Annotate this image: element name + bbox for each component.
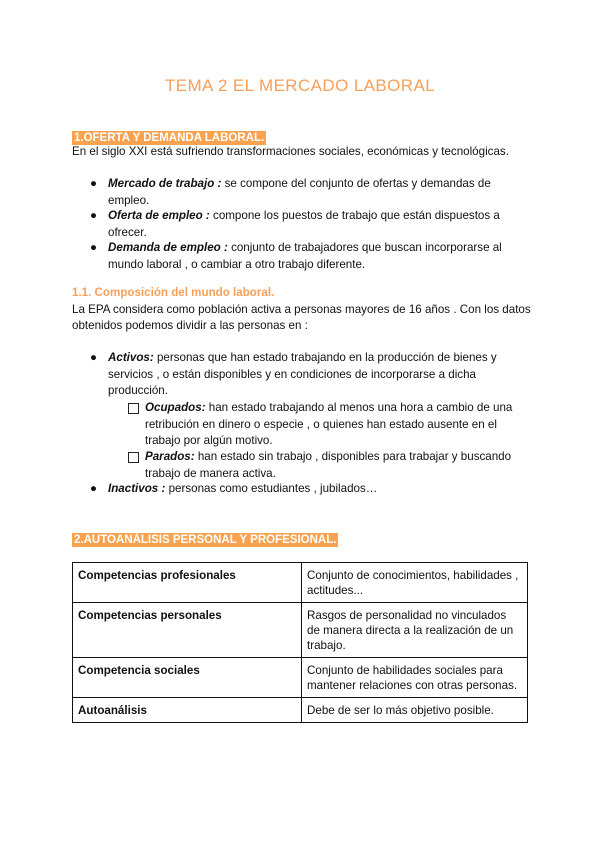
definition: se compone del conjunto de ofertas y demandas de empleo. (108, 177, 491, 207)
table-cell-desc: Rasgos de personalidad no vinculados de manera directa a la realización de un trabajo. (302, 603, 528, 658)
bullet-icon: ● (90, 241, 98, 254)
section-heading-text: 1.OFERTA Y DEMANDA LABORAL. (74, 132, 265, 144)
page-title: TEMA 2 EL MERCADO LABORAL (164, 76, 436, 95)
term: Ocupados: (145, 401, 206, 414)
sub-list-item (128, 449, 528, 482)
table-cell-label: Competencias personales (73, 603, 302, 658)
table-cell-label: Competencia sociales (73, 658, 302, 698)
subsection-heading: 1.1. Composición del mundo laboral. (72, 286, 275, 299)
definition: personas como estudiantes , jubilados… (165, 482, 378, 495)
list-item (90, 481, 530, 498)
list-item (90, 240, 530, 273)
section-heading-autoanalisis (72, 530, 338, 548)
table-cell-label: Competencias profesionales (73, 563, 302, 603)
section1-intro: En el siglo XXI está sufriendo transformaciones sociales, económicas y tecnológicas. (72, 145, 509, 158)
bullet-icon: ● (90, 177, 98, 190)
list-item (90, 176, 530, 209)
checkbox-square-icon (128, 403, 139, 414)
term: Mercado de trabajo : (108, 177, 222, 190)
term: Activos: (108, 351, 154, 364)
bullet-icon: ● (90, 209, 98, 222)
sub-list-item (128, 400, 528, 450)
term: Demanda de empleo : (108, 241, 228, 254)
term: Oferta de empleo : (108, 209, 210, 222)
table-cell-desc: Conjunto de conocimientos, habilidades , actitudes... (302, 563, 528, 603)
definition: compone los puestos de trabajo que están dispuestos a ofrecer. (108, 209, 500, 239)
definition: conjunto de trabajadores que buscan incorporarse al mundo laboral , o cambiar a otro trabajo diferente. (108, 241, 502, 271)
table-row (73, 603, 528, 658)
bullet-icon: ● (90, 482, 98, 495)
table-cell-desc: Debe de ser lo más objetivo posible. (302, 698, 528, 723)
table-row (73, 563, 528, 603)
table-cell-desc: Conjunto de habilidades sociales para mantener relaciones con otras personas. (302, 658, 528, 698)
definition: personas que han estado trabajando en la producción de bienes y servicios , o están disponibles y en condiciones de incorporarse a dicha producción. (108, 351, 497, 397)
definition: han estado trabajando al menos una hora a cambio de una retribución en dinero o especie , o quienes han estado ausente en el trabajo por algún motivo. (145, 401, 513, 447)
competencias-table (72, 562, 528, 723)
bullet-icon: ● (90, 351, 98, 364)
term: Inactivos : (108, 482, 166, 495)
definition: han estado sin trabajo , disponibles para trabajar y buscando trabajo de manera activa. (145, 450, 512, 480)
checkbox-square-icon (128, 452, 139, 463)
table-cell-label: Autoanálisis (73, 698, 302, 723)
list-item (90, 350, 530, 400)
list-item (90, 208, 530, 241)
section-heading-text: 2.AUTOANÁLISIS PERSONAL Y PROFESIONAL. (74, 534, 337, 546)
subsection-intro: La EPA considera como población activa a personas mayores de 16 años . Con los datos obtenidos podemos dividir a las personas en : (72, 303, 531, 332)
table-row (73, 658, 528, 698)
term: Parados: (145, 450, 195, 463)
table-row (73, 698, 528, 723)
